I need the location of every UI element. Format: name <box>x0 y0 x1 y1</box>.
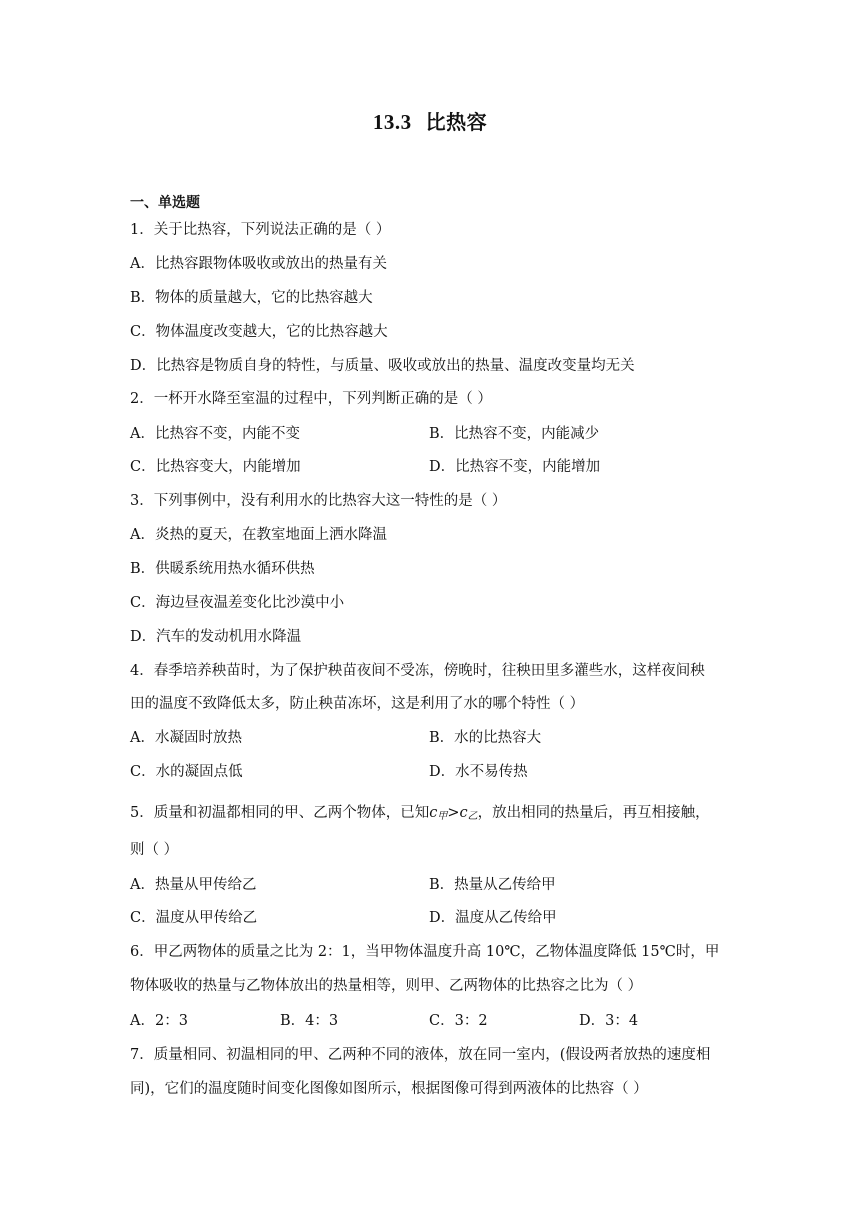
question-1-option-c: C．物体温度改变越大，它的比热容越大 <box>130 324 388 340</box>
question-3-option-a: A．炎热的夏天，在教室地面上洒水降温 <box>130 527 387 543</box>
question-3-option-b: B．供暖系统用热水循环供热 <box>130 561 315 577</box>
question-6-stem-line-1: 6．甲乙两物体的质量之比为 2：1，当甲物体温度升高 10℃，乙物体温度降低 15℃时，甲 <box>130 944 720 960</box>
question-5-stem-line-1 <box>130 803 710 827</box>
question-2-option-c: C．比热容变大，内能增加 <box>130 459 301 475</box>
greater-than-sign: > <box>447 805 460 821</box>
question-1-option-b: B．物体的质量越大，它的比热容越大 <box>130 290 373 306</box>
question-1-option-a: A．比热容跟物体吸收或放出的热量有关 <box>130 256 387 272</box>
question-5-option-b: B．热量从乙传给甲 <box>429 877 556 893</box>
question-4-stem-line-2: 田的温度不致降低太多，防止秧苗冻坏，这是利用了水的哪个特性（ ） <box>130 696 585 712</box>
question-6-option-a: A．2：3 <box>130 1013 188 1029</box>
question-5-stem-line-2: 则（ ） <box>130 842 179 858</box>
question-2-option-d: D．比热容不变，内能增加 <box>429 459 601 475</box>
question-1-stem: 1．关于比热容，下列说法正确的是（ ） <box>130 222 391 238</box>
question-2-stem: 2．一杯开水降至室温的过程中，下列判断正确的是（ ） <box>130 391 492 407</box>
question-2-option-b: B．比热容不变，内能减少 <box>429 426 600 442</box>
question-2-option-a: A．比热容不变，内能不变 <box>130 426 300 442</box>
question-6-option-d: D．3：4 <box>579 1013 639 1029</box>
question-5-stem-suffix: ，放出相同的热量后，再互相接触， <box>477 805 710 821</box>
section-heading: 一、单选题 <box>130 195 200 211</box>
question-6-option-b: B．4：3 <box>280 1013 339 1029</box>
title-text: 比热容 <box>425 110 488 134</box>
question-1-option-d: D．比热容是物质自身的特性，与质量、吸收或放出的热量、温度改变量均无关 <box>130 358 635 374</box>
question-4-option-a: A．水凝固时放热 <box>130 730 242 746</box>
question-5-stem-prefix: 5．质量和初温都相同的甲、乙两个物体，已知 <box>130 805 430 821</box>
question-7-stem-line-1: 7．质量相同、初温相同的甲、乙两种不同的液体，放在同一室内，(假设两者放热的速度相 <box>130 1047 711 1063</box>
specific-heat-symbol-yi: c <box>459 805 468 821</box>
question-6-stem-line-2: 物体吸收的热量与乙物体放出的热量相等，则甲、乙两物体的比热容之比为（ ） <box>130 978 643 994</box>
question-4-stem-line-1: 4．春季培养秧苗时，为了保护秧苗夜间不受冻，傍晚时，往秧田里多灌些水，这样夜间秧 <box>130 663 705 679</box>
title-number: 13.3 <box>372 110 412 134</box>
question-3-option-c: C．海边昼夜温差变化比沙漠中小 <box>130 595 345 611</box>
subscript-jia: 甲 <box>437 811 448 822</box>
subscript-yi: 乙 <box>467 811 478 822</box>
question-7-stem-line-2: 同)，它们的温度随时间变化图像如图所示，根据图像可得到两液体的比热容（ ） <box>130 1081 648 1097</box>
specific-heat-symbol-jia: c <box>429 805 438 821</box>
question-5-option-c: C．温度从甲传给乙 <box>130 910 258 926</box>
question-5-option-a: A．热量从甲传给乙 <box>130 877 257 893</box>
question-6-option-c: C．3：2 <box>429 1013 488 1029</box>
question-4-option-d: D．水不易传热 <box>429 764 528 780</box>
page-title <box>0 106 860 135</box>
question-5-option-d: D．温度从乙传给甲 <box>429 910 557 926</box>
question-3-stem: 3．下列事例中，没有利用水的比热容大这一特性的是（ ） <box>130 493 507 509</box>
question-4-option-c: C．水的凝固点低 <box>130 764 243 780</box>
question-4-option-b: B．水的比热容大 <box>429 730 542 746</box>
question-3-option-d: D．汽车的发动机用水降温 <box>130 629 302 645</box>
